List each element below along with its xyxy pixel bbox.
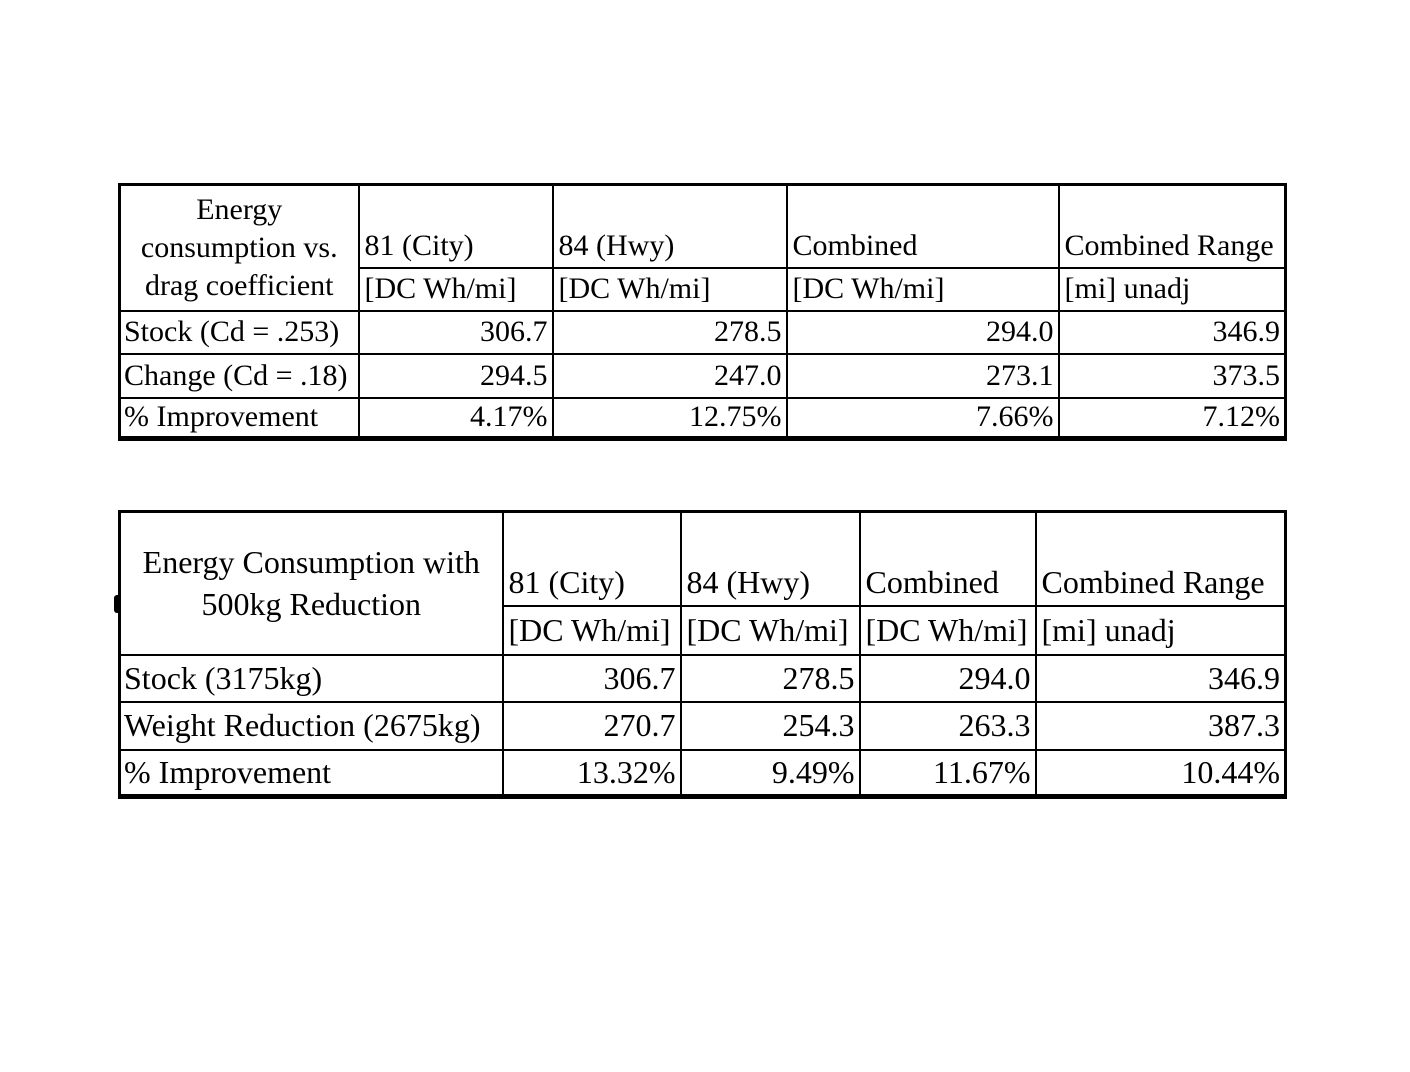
table1-value: 294.0 — [787, 311, 1059, 354]
scan-artifact-mark — [114, 595, 121, 613]
table1-title-line: Energy — [196, 192, 283, 226]
table1-title-line: consumption vs. — [140, 230, 338, 264]
table2-value: 10.44% — [1036, 750, 1286, 797]
weight-reduction-table — [118, 510, 1287, 799]
table1-value: 4.17% — [359, 398, 553, 439]
table2-value: 306.7 — [503, 655, 681, 702]
table2-value: 346.9 — [1036, 655, 1286, 702]
table2-value: 263.3 — [860, 702, 1036, 750]
table1-unit-city: [DC Wh/mi] — [359, 268, 553, 311]
table1-value: 7.12% — [1059, 398, 1286, 439]
table1-value: 247.0 — [553, 354, 787, 398]
table2-col-header-combined-range: Combined Range — [1036, 512, 1286, 606]
table-row — [120, 354, 1286, 398]
table1-unit-hwy: [DC Wh/mi] — [553, 268, 787, 311]
table1-title-cell — [120, 185, 359, 311]
table2-value: 278.5 — [681, 655, 860, 702]
table2-value: 387.3 — [1036, 702, 1286, 750]
table1-row-label-change: Change (Cd = .18) — [120, 354, 359, 398]
drag-coefficient-table — [118, 183, 1287, 441]
table1-value: 12.75% — [553, 398, 787, 439]
table-row — [120, 311, 1286, 354]
table1-unit-combined: [DC Wh/mi] — [787, 268, 1059, 311]
table1-value: 346.9 — [1059, 311, 1286, 354]
table1-col-header-combined: Combined — [787, 185, 1059, 268]
table2-col-header-combined: Combined — [860, 512, 1036, 606]
table1-row-label-stock: Stock (Cd = .253) — [120, 311, 359, 354]
table2-unit-hwy: [DC Wh/mi] — [681, 606, 860, 655]
table1-value: 294.5 — [359, 354, 553, 398]
table2-value: 294.0 — [860, 655, 1036, 702]
table-row — [120, 398, 1286, 439]
table2-unit-city: [DC Wh/mi] — [503, 606, 681, 655]
table1-value: 273.1 — [787, 354, 1059, 398]
table-row — [120, 750, 1286, 797]
table2-title-line: Energy Consumption with — [142, 544, 480, 581]
table-row — [120, 655, 1286, 702]
table1-value: 306.7 — [359, 311, 553, 354]
table2-unit-combined-range: [mi] unadj — [1036, 606, 1286, 655]
table-row — [120, 702, 1286, 750]
table2-title-line: 500kg Reduction — [201, 586, 422, 623]
table2-col-header-hwy: 84 (Hwy) — [681, 512, 860, 606]
table2-title-cell — [120, 512, 503, 655]
table2-value: 13.32% — [503, 750, 681, 797]
table2-value: 270.7 — [503, 702, 681, 750]
table1-col-header-hwy: 84 (Hwy) — [553, 185, 787, 268]
table2-row-label-stock: Stock (3175kg) — [120, 655, 503, 702]
table2-value: 11.67% — [860, 750, 1036, 797]
table2-col-header-city: 81 (City) — [503, 512, 681, 606]
table1-col-header-combined-range: Combined Range — [1059, 185, 1286, 268]
table1-title-line: drag coefficient — [144, 268, 334, 302]
table1-value: 7.66% — [787, 398, 1059, 439]
table1-value: 373.5 — [1059, 354, 1286, 398]
table1-value: 278.5 — [553, 311, 787, 354]
table1-row-label-improvement: % Improvement — [120, 398, 359, 439]
table2-row-label-improvement: % Improvement — [120, 750, 503, 797]
table2-value: 254.3 — [681, 702, 860, 750]
table2-row-label-weight-reduction: Weight Reduction (2675kg) — [120, 702, 503, 750]
table2-value: 9.49% — [681, 750, 860, 797]
table1-col-header-city: 81 (City) — [359, 185, 553, 268]
table1-unit-combined-range: [mi] unadj — [1059, 268, 1286, 311]
table2-unit-combined: [DC Wh/mi] — [860, 606, 1036, 655]
